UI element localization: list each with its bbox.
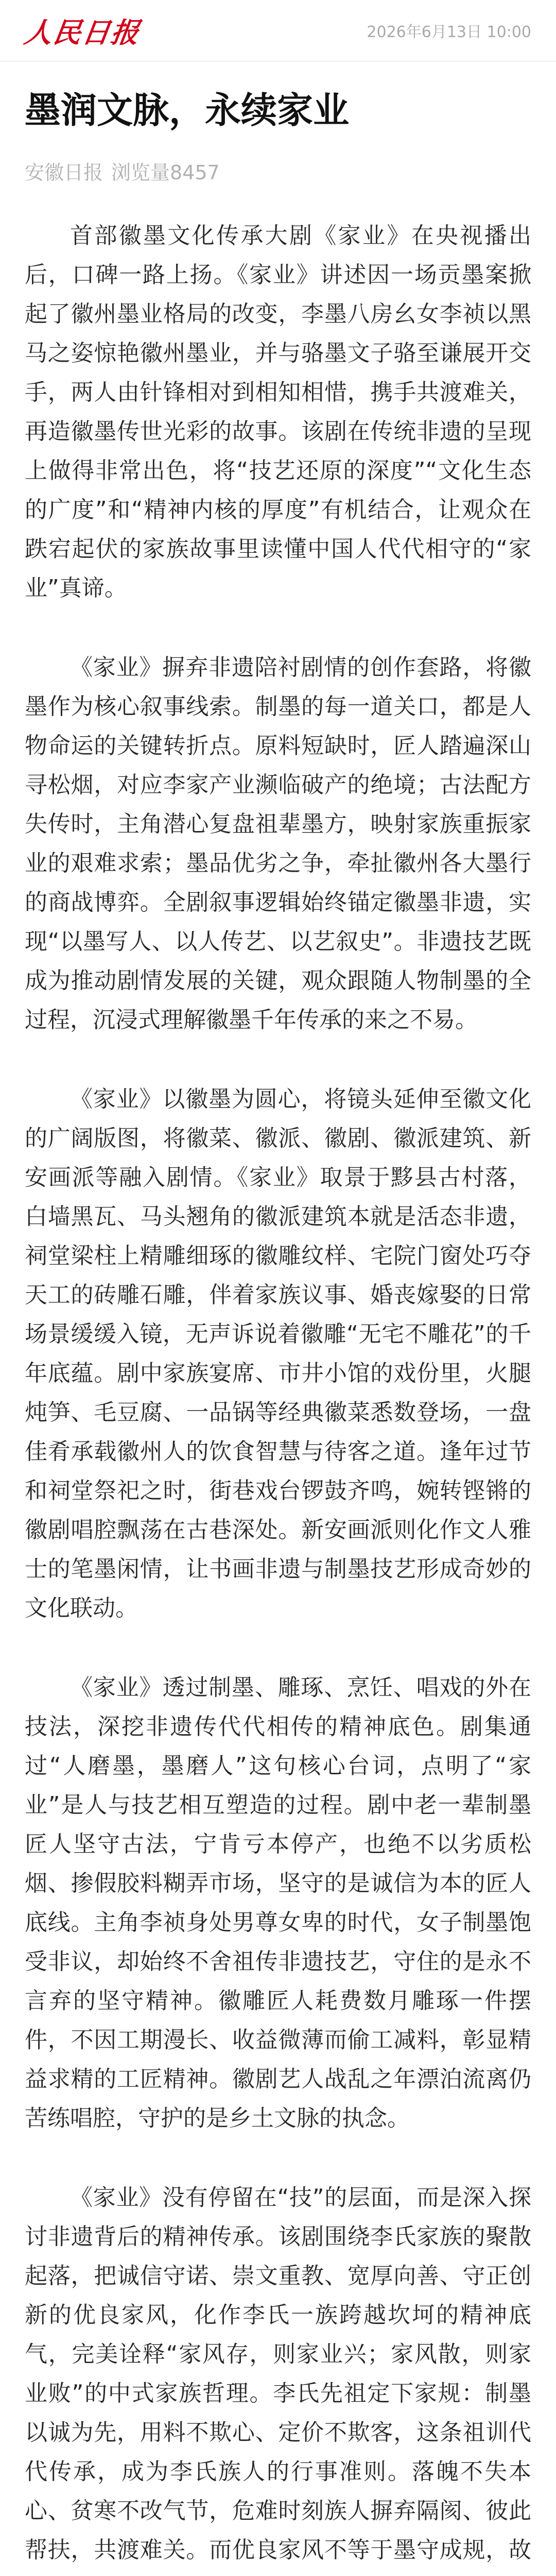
article-paragraph-1: 首部徽墨文化传承大剧《家业》在央视播出后，口碑一路上扬。《家业》讲述因一场贡墨案掀起了徽州墨业格局的改变，李墨八房幺女李祯以黑马之姿惊艳徽州墨业，并与骆墨文子骆至谦展开交手，两人由针锋相对到相知相惜，携手共渡难关，再造徽墨传世光彩的故事。该剧在传统非遗的呈现上做得非常出色，将“技艺还原的深度”“文化生态的广度”和“精神内核的厚度”有机结合，让观众在跌宕起伏的家族故事里读懂中国人代代相守的“家业”真谛。	[25, 223, 531, 601]
article-body	[25, 216, 531, 2576]
article-source[interactable]: 安徽日报	[25, 161, 103, 184]
publish-time: 2026年6月13日 10:00	[367, 23, 531, 41]
view-count: 浏览量8457	[111, 161, 220, 184]
article-paragraph-3: 《家业》以徽墨为圆心，将镜头延伸至徽文化的广阔版图，将徽菜、徽派、徽剧、徽派建筑、新安画派等融入剧情。《家业》取景于黟县古村落，白墙黑瓦、马头翘角的徽派建筑本就是活态非遗，祠堂梁柱上精雕细琢的徽雕纹样、宅院门窗处巧夺天工的砖雕石雕，伴着家族议事、婚丧嫁娶的日常场景缓缓入镜，无声诉说着徽雕“无宅不雕花”的千年底蕴。剧中家族宴席、市井小馆的戏份里，火腿炖笋、毛豆腐、一品锅等经典徽菜悉数登场，一盘佳肴承载徽州人的饮食智慧与待客之道。逢年过节和祠堂祭祀之时，街巷戏台锣鼓齐鸣，婉转铿锵的徽剧唱腔飘荡在古巷深处。新安画派则化作文人雅士的笔墨闲情，让书画非遗与制墨技艺形成奇妙的文化联动。	[25, 1086, 531, 1621]
article-paragraph-5: 《家业》没有停留在“技”的层面，而是深入探讨非遗背后的精神传承。该剧围绕李氏家族的聚散起落，把诚信守诺、崇文重教、宽厚向善、守正创新的优良家风，化作李氏一族跨越坎坷的精神底气，完美诠释“家风存，则家业兴；家风散，则家业败”的中式家族哲理。李氏先祖定下家规：制墨以诚为先，用料不欺心、定价不欺客，这条祖训代代传承，成为李氏族人的行事准则。落魄不失本心、贫寒不改气节，危难时刻族人摒弃隔阂、彼此帮扶，共渡难关。而优良家风不等于墨守成规，故	[25, 2184, 531, 2563]
publisher-logo[interactable]: 人民日报	[22, 15, 143, 49]
header-divider	[0, 61, 556, 62]
article-title: 墨润文脉，永续家业	[25, 89, 349, 131]
article-meta	[25, 157, 220, 185]
app-header	[0, 0, 556, 61]
article-paragraph-4: 《家业》透过制墨、雕琢、烹饪、唱戏的外在技法，深挖非遗传代代相传的精神底色。剧集通过“人磨墨，墨磨人”这句核心台词，点明了“家业”是人与技艺相互塑造的过程。剧中老一辈制墨匠人坚守古法，宁肯亏本停产，也绝不以劣质松烟、掺假胶料糊弄市场，坚守的是诚信为本的匠人底线。主角李祯身处男尊女卑的时代，女子制墨饱受非议，却始终不舍祖传非遗技艺，守住的是永不言弃的坚守精神。徽雕匠人耗费数月雕琢一件摆件，不因工期漫长、收益微薄而偷工减料，彰显精益求精的工匠精神。徽剧艺人战乱之年漂泊流离仍苦练唱腔，守护的是乡土文脉的执念。	[25, 1674, 531, 2131]
article-paragraph-2: 《家业》摒弃非遗陪衬剧情的创作套路，将徽墨作为核心叙事线索。制墨的每一道关口，都是人物命运的关键转折点。原料短缺时，匠人踏遍深山寻松烟，对应李家产业濒临破产的绝境；古法配方失传时，主角潜心复盘祖辈墨方，映射家族重振家业的艰难求索；墨品优劣之争，牵扯徽州各大墨行的商战博弈。全剧叙事逻辑始终锚定徽墨非遗，实现“以墨写人、以人传艺、以艺叙史”。非遗技艺既成为推动剧情发展的关键，观众跟随人物制墨的全过程，沉浸式理解徽墨千年传承的来之不易。	[25, 654, 531, 1033]
